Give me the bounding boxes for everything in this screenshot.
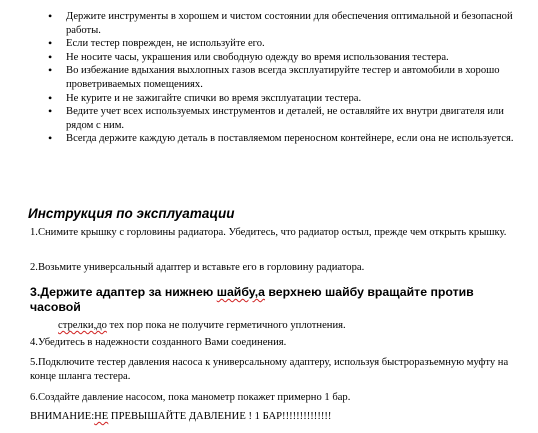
list-item: • Ведите учет всех используемых инструментов и деталей, не оставляйте их внутри двигателя или рядом с ним.: [44, 105, 524, 132]
step-3-continuation: [58, 319, 538, 333]
instructions-heading: Инструкция по эксплуатации: [28, 206, 235, 221]
list-item: • Держите инструменты в хорошем и чистом состоянии для обеспечения оптимальной и безопасной работы.: [44, 10, 524, 37]
list-item: • Если тестер поврежден, не используйте его.: [44, 37, 524, 51]
step-5: 5.Подключите тестер давления насоса к универсальному адаптеру, используя быстроразъемную муфту на конце шланга тестера.: [30, 357, 509, 382]
step-2: 2.Возьмите универсальный адаптер и вставьте его в горловину радиатора.: [30, 262, 365, 273]
step-3-misspelled-word: шайбу,а: [216, 285, 265, 299]
step-3: [30, 285, 520, 315]
list-item: • Не курите и не зажигайте спички во время эксплуатации тестера.: [44, 92, 524, 106]
list-item: • Во избежание вдыхания выхлопных газов всегда эксплуатируйте тестер и автомобили в хорошо проветриваемых помещениях.: [44, 64, 524, 91]
warning: [30, 410, 520, 424]
safety-list: [44, 10, 524, 146]
step-6: 6.Создайте давление насосом, пока манометр покажет примерно 1 бар.: [30, 392, 351, 403]
step-3-cont-text: тех пор пока не получите герметичного уплотнения.: [106, 320, 346, 331]
step-1: 1.Снимите крышку с горловины радиатора. Убедитесь, что радиатор остыл, прежде чем открыть крышку.: [30, 227, 507, 238]
step-4: 4.Убедитесь в надежности созданного Вами соединения.: [30, 337, 287, 348]
warning-text-a: ВНИМАНИЕ:: [30, 411, 95, 422]
warning-text-c: ПРЕВЫШАЙТЕ ДАВЛЕНИЕ ! 1 БАР!!!!!!!!!!!!!!: [108, 411, 332, 422]
warning-misspelled-word: НЕ: [94, 411, 109, 422]
step-3-text-a: 3.Держите адаптер за нижнею: [30, 285, 217, 299]
list-item: • Всегда держите каждую деталь в поставляемом переносном контейнере, если она не используется.: [44, 132, 524, 146]
step-3-cont-misspelled-word: стрелки,до: [58, 320, 107, 331]
step-3-text-c: верхнею шайбу вращайте против часовой: [30, 285, 474, 314]
list-item: • Не носите часы, украшения или свободную одежду во время использования тестера.: [44, 51, 524, 65]
